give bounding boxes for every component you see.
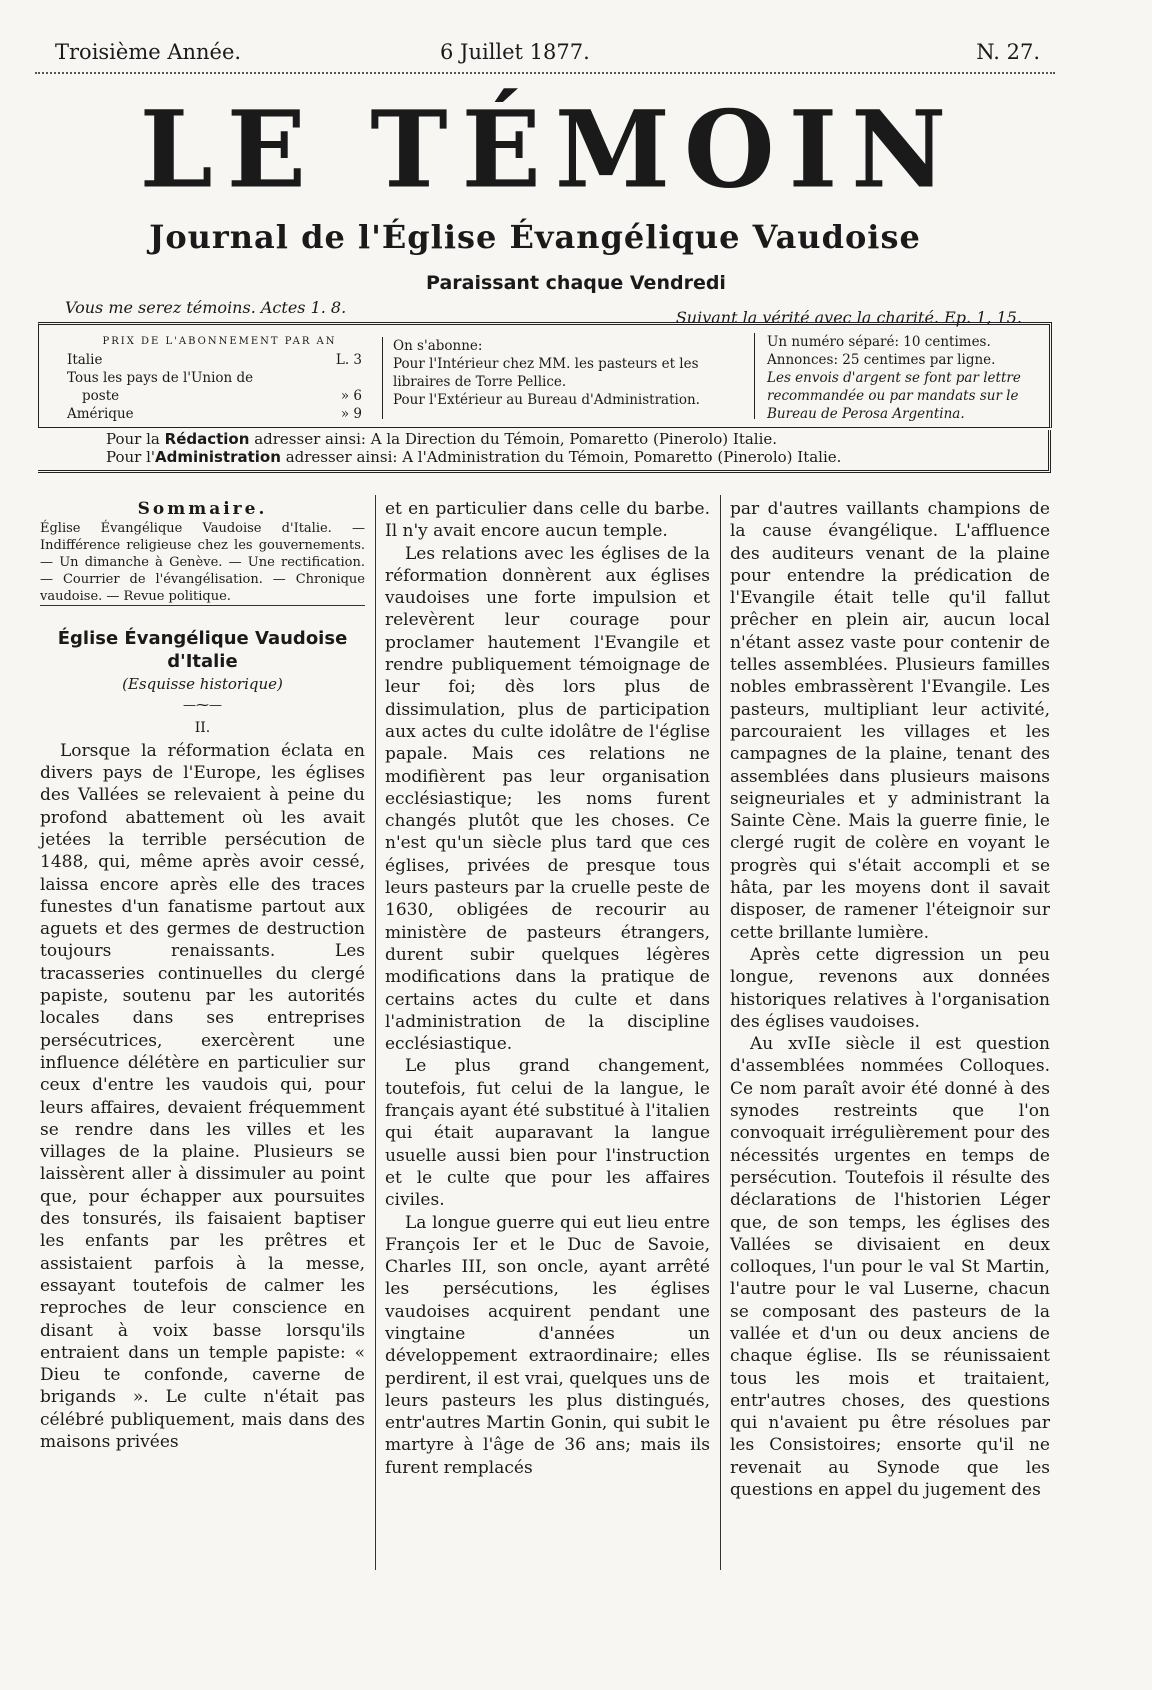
administration-line (38, 448, 1048, 466)
redaction-post: adresser ainsi: A la Direction du Témoin, Pomaretto (Pinerolo) Italie. (254, 430, 778, 448)
annonces: Annonces: 25 centimes par ligne. (767, 352, 996, 368)
article-paragraph: et en particulier dans celle du barbe. Il n'y avait encore aucun temple. (385, 499, 710, 542)
section-number: II. (194, 720, 211, 737)
envois: Les envois d'argent se font par lettre recommandée ou par mandats sur le Bureau de Perosa Argentina. (767, 370, 1021, 422)
article-paragraph: Lorsque la réformation éclata en divers pays de l'Europe, les églises des Vallées se relevaient à peine du profond abattement où les avait jetées la terrible persécution de 1488, qui, même après avoir cessé, laissa encore après elle des traces funestes d'un fanatisme partout aux aguets et des germes de destruction toujours renaissants. Les tracasseries continuelles du clergé papiste, soutenu par les autorités locales dans ses entreprises persécutrices, exercèrent une influence délétère en particulier sur ceux d'entre les vaudois qui, pour leurs affaires, devaient fréquemment se rendre dans les villes et les villages de la plaine. Plusieurs se laissèrent aller à dissimuler au point que, pour échapper aux poursuites des tonsurés, ils faisaient baptiser les enfants par les prêtres et assistaient parfois à la messe, essayant toutefois de calmer les reproches de leur conscience en disant à voix basse lorsqu'ils entraient dans un temple papiste: « Dieu te confonde, caverne de brigands ». Le culte n'était pas célébré publiquement, mais dans des maisons privées (40, 740, 365, 1452)
subscription-where (382, 337, 753, 419)
price-value: » 9 (340, 406, 362, 422)
price-label: Tous les pays de l'Union de (67, 370, 254, 386)
masthead-title: LE TÉMOIN (139, 86, 961, 213)
subscription-notes (754, 333, 1052, 422)
price-row (67, 351, 372, 369)
price-label: Italie (67, 352, 103, 368)
article-paragraph: La longue guerre qui eut lieu entre François Ier et le Duc de Savoie, Charles III, son oncle, ayant arrêté les persécutions, les églises vaudoises acquirent pendant une vingtaine d'années un développement extraordinaire; elles perdirent, il est vrai, quelques uns de leurs pasteurs les plus distingués, entr'autres Martin Gonin, qui subit le martyre à l'âge de 36 ans; mais ils furent remplacés (385, 1212, 710, 1478)
article-paragraph: par d'autres vaillants champions de la cause évangélique. L'affluence des auditeurs venant de la plaine pour entendre la prédication de l'Evangile était telle qu'il fallut prêcher en plein air, aucun local n'étant assez vaste pour contenir de telles assemblées. Plusieurs familles nobles embrassèrent l'Evangile. Les pasteurs, multipliant leur activité, parcouraient les villages et les campagnes de la plaine, tenant des assemblées dans plusieurs maisons seigneuriales et y administrant la Sainte Cène. Mais la guerre finie, le clergé rugit de colère en voyant le progrès qui s'était accompli et se hâta, par les moyens dont il savait disposer, de ramener l'éteignoir sur cette brillante lumière. (730, 499, 1050, 943)
article-title: Église Évangélique Vaudoise d'Italie (40, 605, 365, 673)
masthead-subtitle: Journal de l'Église Évangélique Vaudoise (149, 218, 921, 256)
price-label: poste (82, 388, 120, 404)
issue-date: 6 Juillet 1877. (440, 40, 590, 64)
sommaire-text: Église Évangélique Vaudoise d'Italie. — Indifférence religieuse chez les gouvernements. — Un dimanche à Genève. — Une rectification. — Courrier de l'évangélisation. — Chronique vaudoise. — Revue politique. (40, 521, 365, 605)
column-1 (40, 498, 365, 1453)
motto-left: Vous me serez témoins. Actes 1. 8. (65, 298, 347, 317)
numero-separe: Un numéro séparé: 10 centimes. (767, 334, 991, 350)
article-paragraph: Au xvIIe siècle il est question d'assemblées nommées Colloques. Ce nom paraît avoir été donné à des synodes restreints que l'on convoquait irrégulièrement pour des nécessités urgentes en temps de persécution. Toutefois il résulte des déclarations de l'historien Léger que, de son temps, les églises des Vallées se divisaient en deux colloques, l'un pour le val St Martin, l'autre pour le val Luserne, chacun se composant des pasteurs de la vallée et d'un ou deux anciens de chaque église. Ils se réunissaient tous les mois et traitaient, entr'autres choses, des questions qui n'avaient pu être résolues par les Consistoires; ensorte qu'il ne revenait au Synode que les questions en appel du jugement des (730, 1034, 1050, 1501)
article-paragraph: Après cette digression un peu longue, revenons aux données historiques relatives à l'organisation des églises vaudoises. (730, 944, 1050, 1032)
price-label: Amérique (67, 406, 134, 422)
header-line (55, 40, 1040, 68)
motto-right: Suivant la vérité avec la charité. Ep. 1, 15. (675, 308, 1022, 327)
article-paragraph: Les relations avec les églises de la réformation donnèrent aux églises vaudoises une forte impulsion et relevèrent leur courage pour proclamer hautement l'Evangile et rendre publiquement témoignage de leur foi; dès lors plus de dissimulation, plus de participation aux actes du culte idolâtre de l'église papale. Mais ces relations ne modifièrent pas leur organisation ecclésiastique; les noms furent changés plutôt que les choses. Ce n'est qu'un siècle plus tard que ces églises, privées de presque tous leurs pasteurs par la cruelle peste de 1630, obligées de recourir au ministère de pasteurs étrangers, durent subir quelques légères modifications dans la pratique de certains actes du culte et dans l'administration de la discipline ecclésiastique. (385, 543, 710, 1055)
article-subtitle: (Esquisse historique) (122, 674, 283, 693)
ornament: —⁓— (183, 698, 222, 714)
redaction-pre: Pour la (106, 430, 160, 448)
sommaire-title: Sommaire. (137, 499, 268, 519)
article-paragraph: Le plus grand changement, toutefois, fut celui de la langue, le français ayant été substitué à l'italien qui était auparavant la langue usuelle aussi bien pour l'instruction et le culte que pour les affaires civiles. (385, 1056, 710, 1211)
subscription-box (38, 322, 1052, 428)
price-row (67, 387, 372, 405)
redaction-bold: Rédaction (164, 430, 250, 448)
column-2 (385, 498, 710, 1479)
column-rule (720, 495, 721, 1570)
price-value: L. 3 (335, 352, 362, 368)
administration-pre: Pour l' (106, 448, 156, 466)
price-row (67, 405, 372, 423)
price-value: » 6 (340, 388, 362, 404)
annee: Troisième Année. (55, 40, 242, 64)
administration-post: adresser ainsi: A l'Administration du Témoin, Pomaretto (Pinerolo) Italie. (285, 448, 842, 466)
on-sabonne: On s'abonne: (393, 338, 483, 354)
column-rule (375, 495, 376, 1570)
subscription-prices (67, 333, 372, 423)
prices-heading: PRIX DE L'ABONNEMENT PAR AN (102, 336, 337, 347)
redaction-line (38, 430, 1048, 448)
dotted-divider (35, 72, 1055, 74)
redaction-box (38, 430, 1051, 473)
price-row (67, 369, 372, 387)
interieur: Pour l'Intérieur chez MM. les pasteurs et les libraires de Torre Pellice. (393, 356, 699, 390)
column-3 (730, 498, 1050, 1501)
issue-number: N. 27. (976, 40, 1040, 64)
parution: Paraissant chaque Vendredi (426, 272, 726, 294)
exterieur: Pour l'Extérieur au Bureau d'Administration. (393, 392, 700, 408)
administration-bold: Administration (155, 448, 281, 466)
